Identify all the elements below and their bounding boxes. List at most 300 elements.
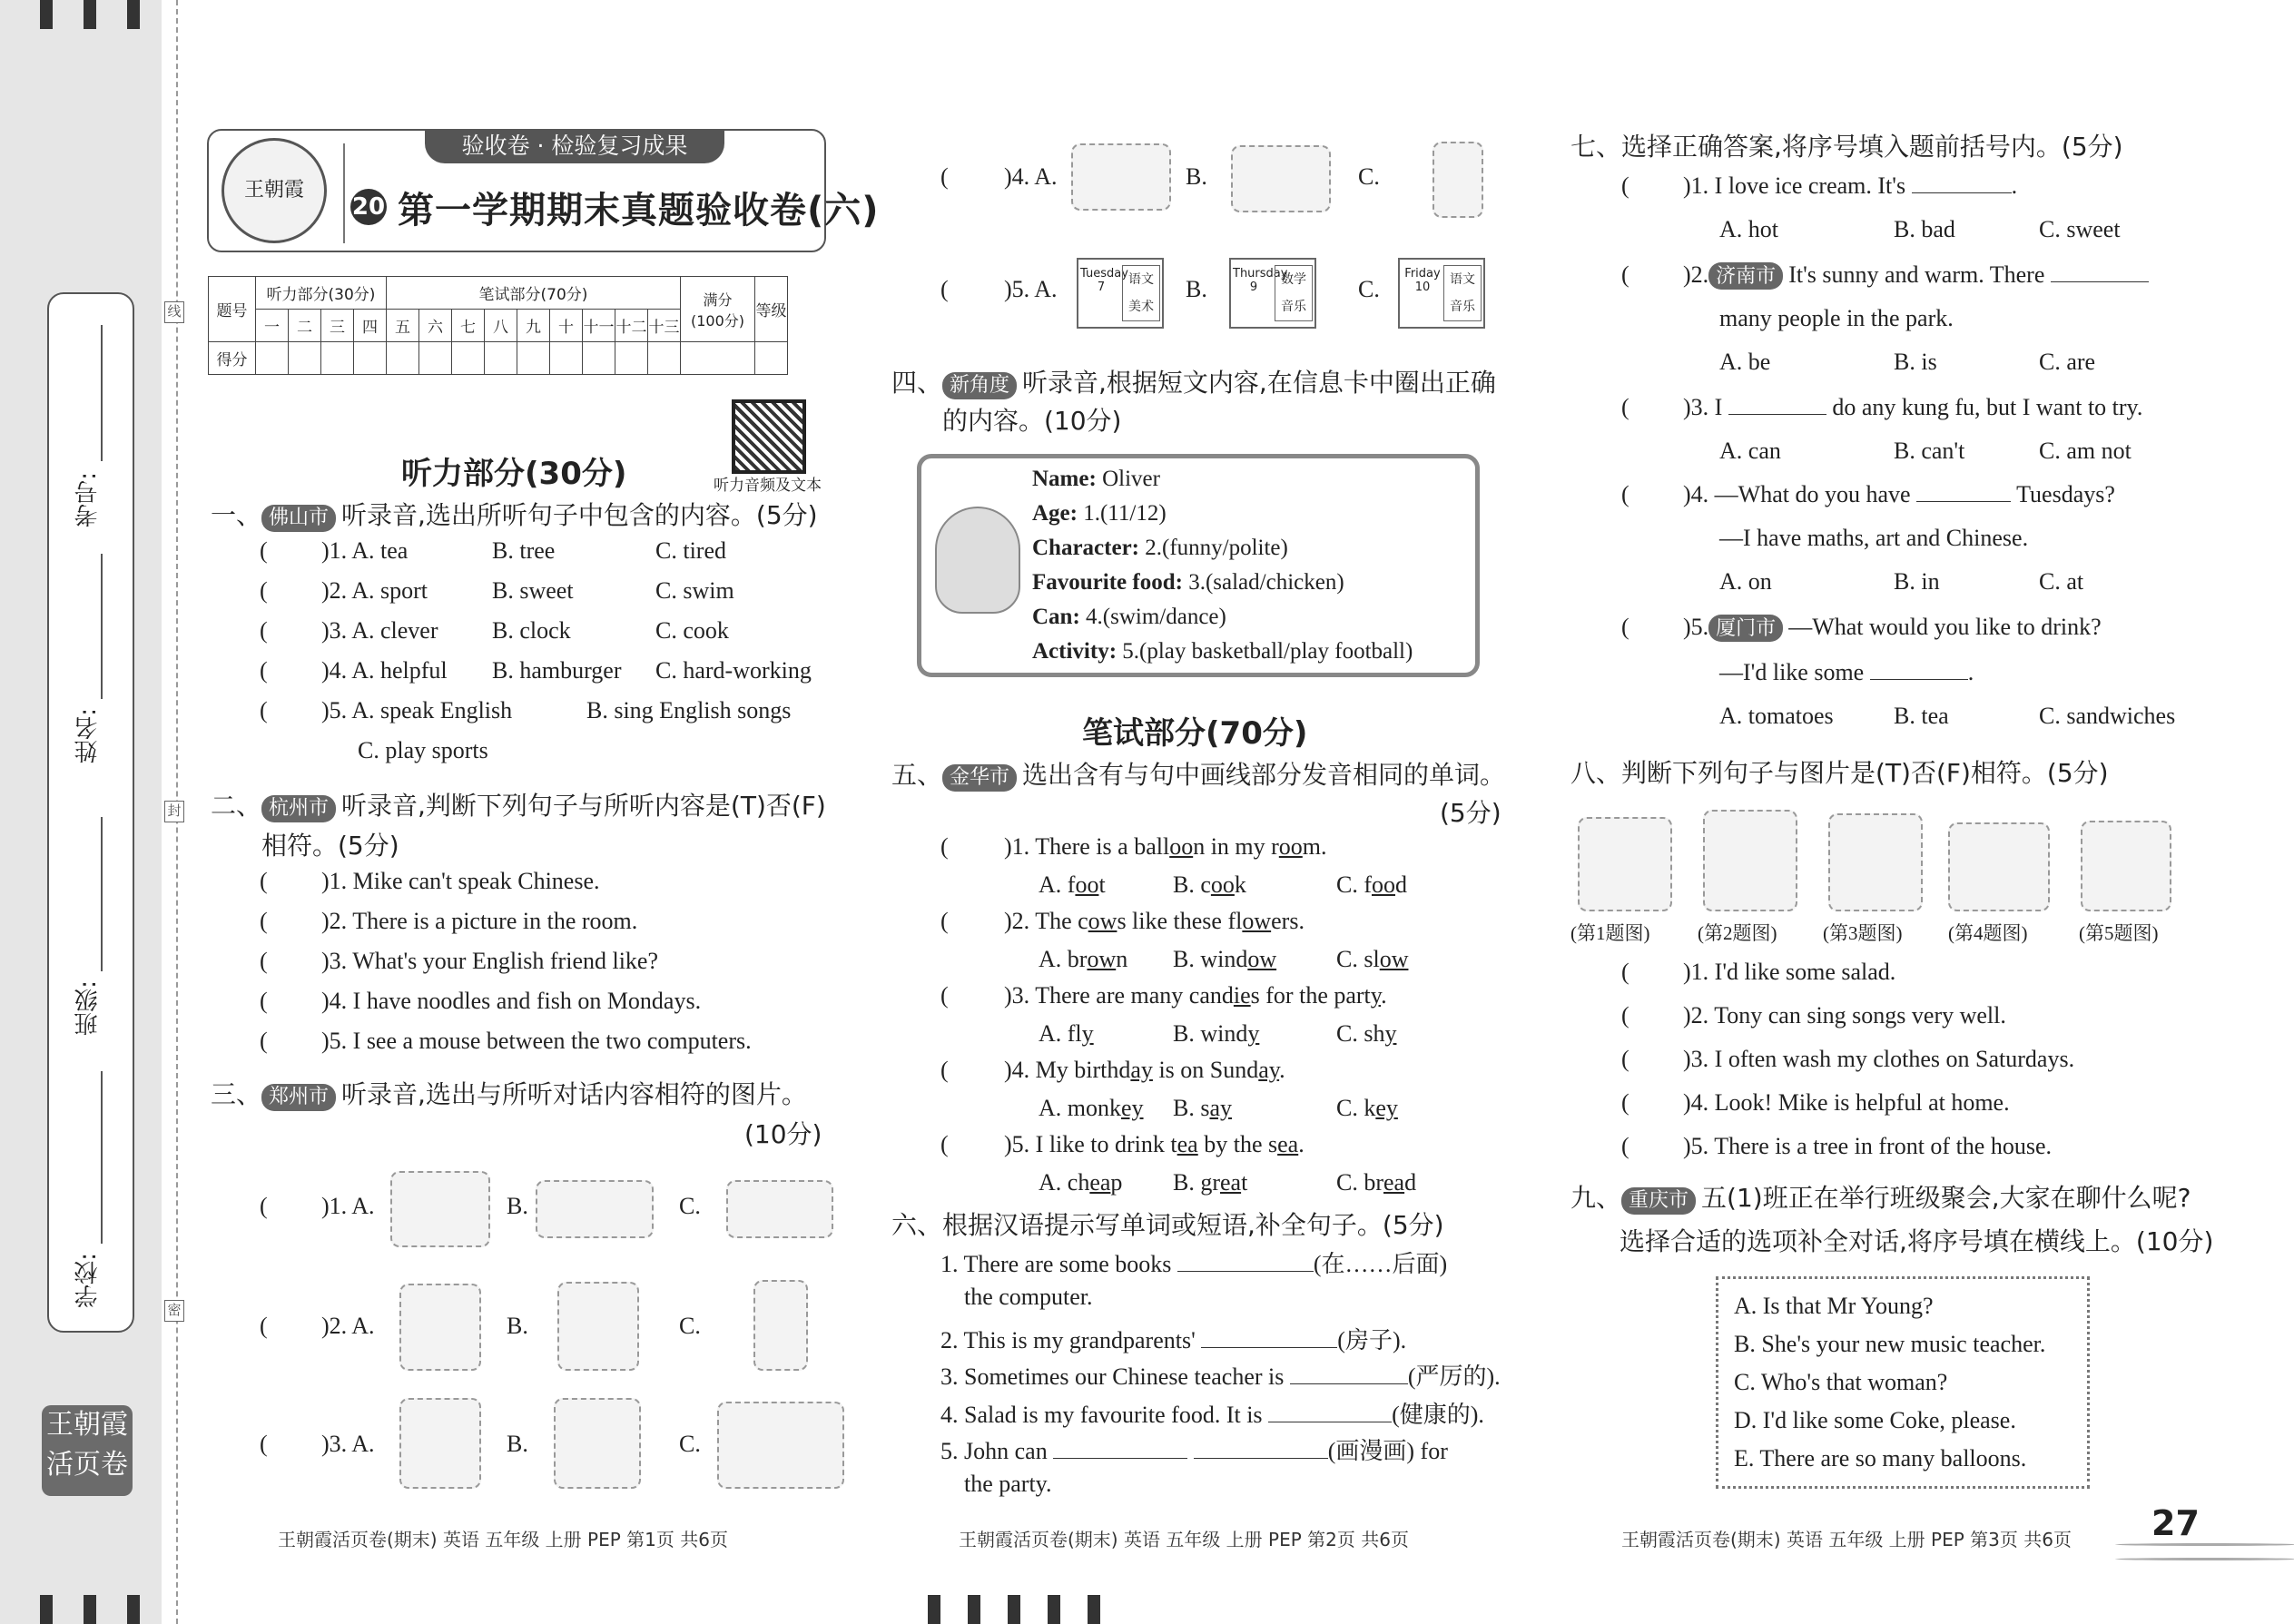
q6-number: 六、 [891,1210,943,1240]
score-cell[interactable] [550,342,583,375]
timetable-subject: 音乐 [1281,300,1306,314]
score-cell[interactable] [354,342,387,375]
q5-option: C. f [1336,871,1372,898]
q5-option: t [1241,1169,1248,1196]
q5-option: C. sh [1336,1020,1385,1047]
score-col: 七 [452,310,485,342]
answer-paren[interactable]: ( [940,1057,949,1083]
q5-text: s like these fl [1117,908,1243,934]
page-number: 27 [2151,1503,2200,1543]
answer-paren[interactable]: ( [940,908,949,934]
salad-bowl-picture [1578,817,1672,911]
q3-item-3: )3. A. [321,1431,375,1457]
score-cell[interactable] [517,342,550,375]
answer-paren[interactable]: ( [260,948,268,974]
q2-heading [211,786,826,822]
score-table-full [681,277,755,342]
q7-text: It's sunny and warm. There [1788,261,2045,288]
q7-heading [1570,127,2123,163]
q5-text: )3. There are many cand [1004,982,1234,1009]
q1-heading [211,496,818,532]
q5-underlined: y [1370,982,1382,1009]
q5-option-underlined: ea [1089,1169,1111,1196]
answer-paren[interactable]: ( [260,1431,268,1457]
q2-item-5: )5. I see a mouse between the two computers. [321,1028,752,1054]
score-table-col-label: 题号 [209,277,256,342]
answer-paren[interactable]: ( [260,1193,268,1219]
answer-blank[interactable] [1194,1458,1328,1459]
q5-item-4-b [1173,1095,1232,1122]
q7-item-2-c: C. are [2039,349,2096,375]
q5-option: B. gr [1173,1169,1220,1196]
q1-item-4-c: C. hard-working [655,657,812,684]
answer-paren[interactable]: ( [260,577,268,604]
q1-item-2-c: C. swim [655,577,734,604]
info-value: Oliver [1096,467,1160,491]
score-cell[interactable] [387,342,419,375]
score-col: 八 [485,310,517,342]
score-col: 二 [289,310,321,342]
q7-city-tag: 厦门市 [1708,615,1783,642]
answer-paren[interactable]: ( [260,988,268,1014]
q6-text: 2. This is my grandparents' [940,1327,1196,1353]
q7-text: )4. —What do you have [1683,481,1911,507]
q8-item-3: )3. I often wash my clothes on Saturdays. [1683,1046,2075,1072]
qr-caption: 听力音频及文本 [714,477,822,495]
info-food[interactable] [1032,570,1344,595]
timetable-day [1233,267,1288,294]
q5-option: C. sl [1336,946,1380,972]
q8-number: 八、 [1570,758,1622,788]
q5-text: . [1279,1057,1285,1083]
page-3-footer: 王朝霞活页卷(期末) 英语 五年级 上册 PEP 第3页 共6页 [1621,1529,2072,1550]
answer-paren[interactable]: ( [1621,261,1629,288]
q4-heading [891,363,1496,399]
q9-heading [1570,1178,2191,1215]
q6-text: 1. There are some books [940,1251,1172,1277]
answer-paren[interactable]: ( [940,833,949,860]
q5-item-1-b [1173,871,1246,899]
answer-blank[interactable] [1728,414,1826,415]
girl-picture [753,1280,808,1371]
answer-paren[interactable]: ( [940,276,949,302]
class-field[interactable] [101,817,103,971]
q5-underlined: oo [1278,833,1303,860]
q8-heading [1570,753,2109,790]
school-label: 学校: [74,1253,102,1308]
cake-picture [1231,145,1331,212]
answer-paren[interactable]: ( [940,163,949,190]
q5-option: B. wind [1173,946,1248,972]
score-cell[interactable] [321,342,354,375]
q5-item-2-b [1173,946,1276,973]
q7-item-4-c: C. at [2039,568,2084,595]
score-table-row-label: 得分 [209,342,256,375]
q5-instruction: 选出含有与句中画线部分发音相同的单词。 [1022,760,1506,790]
score-col: 十二 [615,310,648,342]
q6-item-5-cont: the party. [964,1471,1052,1497]
score-col: 六 [419,310,452,342]
q6-hint: (画漫画) [1327,1438,1415,1464]
q5-underlined: ie [1233,982,1251,1009]
info-key: Name: [1032,467,1097,491]
q1-item-3: )3. A. clever [321,617,438,644]
answer-paren[interactable]: ( [1621,1002,1629,1029]
q5-option: d [1404,1169,1417,1196]
answer-blank[interactable] [1290,1383,1408,1384]
timetable-day [1402,267,1443,294]
name-field[interactable] [101,554,103,699]
info-character[interactable] [1032,536,1288,561]
q3-item-1: )1. A. [321,1193,375,1219]
answer-blank[interactable] [2051,281,2149,282]
q5-item-2 [1004,908,1305,935]
q1-instruction: 听录音,选出所听句子中包含的内容。(5分) [341,500,818,530]
q6-hint: (房子). [1337,1327,1407,1353]
blackboard-picture [557,1282,639,1371]
q7-item-1-c: C. sweet [2039,216,2121,242]
score-col: 十 [550,310,583,342]
answer-paren[interactable]: ( [940,1131,949,1157]
seal-mark-line: 线 [164,301,184,323]
q6-item-1-cont: the computer. [964,1284,1093,1310]
info-age[interactable] [1032,501,1167,527]
binding-mark [40,1595,53,1624]
answer-blank[interactable] [1053,1458,1187,1459]
q7-item-2-line2: many people in the park. [1719,305,1954,331]
score-table-full-sub: (100分) [690,311,745,330]
q1-city-tag: 佛山市 [261,505,336,532]
q5-option: B. c [1173,871,1211,898]
q5-option-underlined: oo [1372,871,1395,898]
q5-item-4-c [1336,1095,1398,1122]
answer-blank[interactable] [1177,1271,1314,1272]
q3-city-tag: 郑州市 [261,1084,336,1111]
q7-item-4 [1683,481,2115,508]
info-value: 5.(play basketball/play football) [1117,639,1413,664]
answer-paren[interactable]: ( [1621,614,1629,640]
timetable-day [1080,267,1128,294]
q8-caption-3: (第3题图) [1823,922,1903,944]
q5-points: (5分) [1440,798,1501,828]
timetable-day-name: Friday [1404,267,1441,281]
answer-paren[interactable]: ( [1621,1046,1629,1072]
q2-number: 二、 [211,791,262,821]
answer-paren[interactable]: ( [260,657,268,684]
q7-item-5-b: B. tea [1894,703,1949,729]
binding-mark [1048,1595,1060,1624]
q9-city-tag: 重庆市 [1621,1187,1696,1215]
dialogue-option-c: C. Who's that woman? [1734,1369,1948,1395]
q5-text: )1. There is a ball [1004,833,1170,860]
score-col: 九 [517,310,550,342]
timetable-subject: 音乐 [1450,300,1475,314]
answer-blank[interactable] [1201,1347,1337,1348]
q6-heading [891,1206,1444,1242]
info-activity[interactable] [1032,639,1413,664]
q6-text: for [1420,1438,1448,1464]
q5-option: A. fl [1039,1020,1082,1047]
q7-item-5-c: C. sandwiches [2039,703,2176,729]
exam-number-field[interactable] [101,325,103,461]
q5-option-underlined: y [1247,1020,1260,1047]
q3-item-1-c: C. [679,1193,701,1219]
q3-item-2-c: C. [679,1313,701,1339]
score-cell[interactable] [289,342,321,375]
answer-blank[interactable] [1870,679,1968,680]
timetable-day-name: Tuesday [1080,267,1128,281]
q5-city-tag: 金华市 [942,764,1017,792]
q5-option: n [1116,946,1128,972]
q1-item-1-c: C. tired [655,537,726,564]
q6-text: 4. Salad is my favourite food. It is [940,1402,1263,1428]
q8-caption-1: (第1题图) [1570,922,1650,944]
score-cell[interactable] [648,342,681,375]
q2-city-tag: 杭州市 [261,795,336,822]
exam-number-badge: 20 [350,189,387,225]
answer-paren[interactable]: ( [260,697,268,723]
q5-item-3-c [1336,1020,1396,1048]
chicken-picture [1071,143,1171,211]
answer-paren[interactable]: ( [1621,394,1629,420]
q5-item-4-a [1039,1095,1144,1122]
info-key: Can: [1032,605,1080,629]
answer-blank[interactable] [1912,192,2012,193]
student-info-box [47,292,134,1333]
q8-caption-4: (第4题图) [1948,922,2028,944]
q1-item-3-c: C. cook [655,617,729,644]
ice-cream-picture [1433,142,1483,218]
header-banner: 验收卷 · 检验复习成果 [425,129,724,163]
score-cell[interactable] [681,342,755,375]
q8-caption-2: (第2题图) [1698,922,1777,944]
q3-item-5: )5. A. [1004,276,1058,302]
school-field[interactable] [101,1071,103,1244]
q7-item-3-a: A. can [1719,438,1781,464]
score-cell[interactable] [615,342,648,375]
q6-hint: (健康的). [1392,1402,1484,1428]
q7-text: do any kung fu, but I want to try. [1832,394,2143,420]
q5-text: )4. My birthd [1004,1057,1131,1083]
swimming-picture [390,1171,490,1247]
q5-item-2-a [1039,946,1127,973]
score-table-full-label: 满分 [703,290,733,309]
writing-section-title: 笔试部分(70分) [1082,715,1308,752]
answer-paren[interactable]: ( [1621,481,1629,507]
q3-item-3-c: C. [679,1431,701,1457]
q7-city-tag: 济南市 [1708,262,1783,290]
answer-paren[interactable]: ( [260,1313,268,1339]
q7-text: )1. I love ice cream. It's [1683,172,1906,199]
q3-instruction: 听录音,选出与所听对话内容相符的图片。 [341,1079,807,1109]
q5-item-5 [1004,1131,1305,1158]
timetable-subjects [1443,265,1482,321]
painting-boy-picture [1703,810,1797,911]
binding-mark [127,0,140,29]
q1-item-5: )5. A. speak English [321,697,513,723]
binding-mark [40,0,53,29]
info-value: 1.(11/12) [1077,501,1167,526]
q8-item-1: )1. I'd like some salad. [1683,959,1896,985]
q7-item-3-c: C. am not [2039,438,2132,464]
q5-text: ers. [1271,908,1305,934]
q7-item-1-b: B. bad [1894,216,1955,242]
timetable-card-c [1398,258,1485,329]
answer-paren[interactable]: ( [260,908,268,934]
binding-mark [1008,1595,1020,1624]
timetable-subjects [1275,265,1313,321]
answer-paren[interactable]: ( [940,982,949,1009]
score-col: 五 [387,310,419,342]
score-table-writing: 笔试部分(70分) [387,277,681,310]
kungfu-picture [554,1398,641,1489]
q5-item-3-b [1173,1020,1259,1048]
score-table-grade: 等级 [755,277,788,342]
q1-item-3-b: B. clock [492,617,571,644]
teacher-picture [399,1284,481,1371]
timetable-date: 9 [1249,281,1258,294]
q5-text: s for the part [1250,982,1371,1009]
q5-option-underlined: ay [1209,1095,1233,1121]
q4-instruction-cont: 的内容。(10分) [942,406,1122,436]
q2-instruction-cont: 相符。(5分) [261,831,399,861]
info-value: 4.(swim/dance) [1079,605,1226,629]
answer-paren[interactable]: ( [260,868,268,894]
answer-paren[interactable]: ( [1621,1089,1629,1116]
timetable-subject: 数学 [1281,272,1306,287]
q1-number: 一、 [211,500,262,530]
info-key: Age: [1032,501,1078,526]
seal-mark-seal: 封 [164,801,184,822]
q1-item-1-b: B. tree [492,537,556,564]
q5-item-5-b [1173,1169,1247,1196]
header-divider [343,143,345,243]
binding-mark [1088,1595,1100,1624]
class-label: 班级: [74,980,102,1036]
q5-item-5-c [1336,1169,1416,1196]
score-cell[interactable] [485,342,517,375]
score-col: 十一 [583,310,615,342]
q3-item-2-b: B. [507,1313,528,1339]
q5-underlined: ea [1177,1131,1198,1157]
q5-text: . [1298,1131,1305,1157]
q8-item-5: )5. There is a tree in front of the house. [1683,1133,2052,1159]
answer-blank[interactable] [1916,501,2011,502]
qr-code[interactable] [732,399,806,474]
score-col: 三 [321,310,354,342]
score-col: 一 [256,310,289,342]
q5-option-underlined: ow [1247,946,1277,972]
q1-item-5-b: B. sing English songs [586,697,792,723]
mountains-picture [536,1180,654,1238]
q4-instruction: 听录音,根据短文内容,在信息卡中圈出正确 [1022,368,1496,398]
q5-option-underlined: ey [1121,1095,1144,1121]
q5-item-1-a [1039,871,1106,899]
q5-item-3-a [1039,1020,1094,1048]
q7-item-4-b: B. in [1894,568,1940,595]
info-can[interactable] [1032,605,1226,630]
score-cell[interactable] [452,342,485,375]
answer-paren[interactable]: ( [260,537,268,564]
score-cell[interactable] [583,342,615,375]
q3-item-4-b: B. [1186,163,1207,190]
answer-paren[interactable]: ( [1621,172,1629,199]
q7-text: )2. [1683,261,1709,288]
violin-picture [399,1398,481,1489]
score-cell[interactable] [256,342,289,375]
decorative-wave [2115,1558,2294,1560]
q5-text: )5. I like to drink t [1004,1131,1177,1157]
q5-text: )2. The c [1004,908,1088,934]
q8-item-4: )4. Look! Mike is helpful at home. [1683,1089,2010,1116]
q5-underlined: ea [1277,1131,1299,1157]
q5-underlined: ay [1130,1057,1153,1083]
q6-hint: (严厉的). [1407,1363,1501,1390]
q7-item-4-line2: —I have maths, art and Chinese. [1719,525,2029,551]
q2-item-4: )4. I have noodles and fish on Mondays. [321,988,702,1014]
q5-option-underlined: ow [1087,946,1117,972]
computer-desk-picture [1948,822,2050,911]
q5-underlined: oo [1169,833,1194,860]
score-cell[interactable] [419,342,452,375]
answer-paren[interactable]: ( [1621,1133,1629,1159]
page-2-footer: 王朝霞活页卷(期末) 英语 五年级 上册 PEP 第2页 共6页 [959,1529,1409,1550]
q5-option-underlined: ow [1379,946,1409,972]
q7-text: . [1967,659,1974,685]
q7-text: . [2011,172,2018,199]
q5-option-underlined: ea [1383,1169,1405,1196]
q5-option-underlined: y [1081,1020,1094,1047]
q3-item-2: )2. A. [321,1313,375,1339]
timetable-day-name: Thursday [1233,267,1288,281]
q6-item-2 [940,1322,1406,1355]
q6-item-3 [940,1358,1501,1392]
q7-item-2-b: B. is [1894,349,1937,375]
q5-option: A. br [1039,946,1088,972]
q3-item-4: )4. A. [1004,163,1058,190]
brand-emblem: 王朝霞 [222,138,327,243]
seal-mark-secret: 密 [164,1300,184,1322]
q8-instruction: 判断下列句子与图片是(T)否(F)相符。(5分) [1621,758,2109,788]
q7-item-1 [1683,172,2017,200]
q1-item-2: )2. A. sport [321,577,428,604]
q3-number: 三、 [211,1079,262,1109]
q5-underlined: ow [1242,908,1272,934]
q1-item-5-c: C. play sports [358,737,488,763]
q5-item-3 [1004,982,1387,1009]
q3-item-3-b: B. [507,1431,528,1457]
score-cell[interactable] [755,342,788,375]
timetable-subject: 语文 [1128,272,1154,287]
answer-paren[interactable]: ( [260,617,268,644]
binding-mark [84,1595,96,1624]
q5-option: A. ch [1039,1169,1090,1196]
q7-item-1-a: A. hot [1719,216,1778,242]
answer-paren[interactable]: ( [260,1028,268,1054]
q3-item-5-c: C. [1358,276,1380,302]
timetable-date: 10 [1414,281,1431,294]
q7-number: 七、 [1570,132,1622,162]
q3-points: (10分) [744,1119,822,1149]
boy-avatar [935,507,1020,614]
q7-text: )5. [1683,614,1709,640]
q3-item-1-b: B. [507,1193,528,1219]
q5-option: d [1395,871,1407,898]
brand-name: 王朝霞 [46,1409,128,1441]
brand-logo [42,1405,133,1496]
answer-paren[interactable]: ( [1621,959,1629,985]
q7-item-5-line2 [1719,659,1974,686]
